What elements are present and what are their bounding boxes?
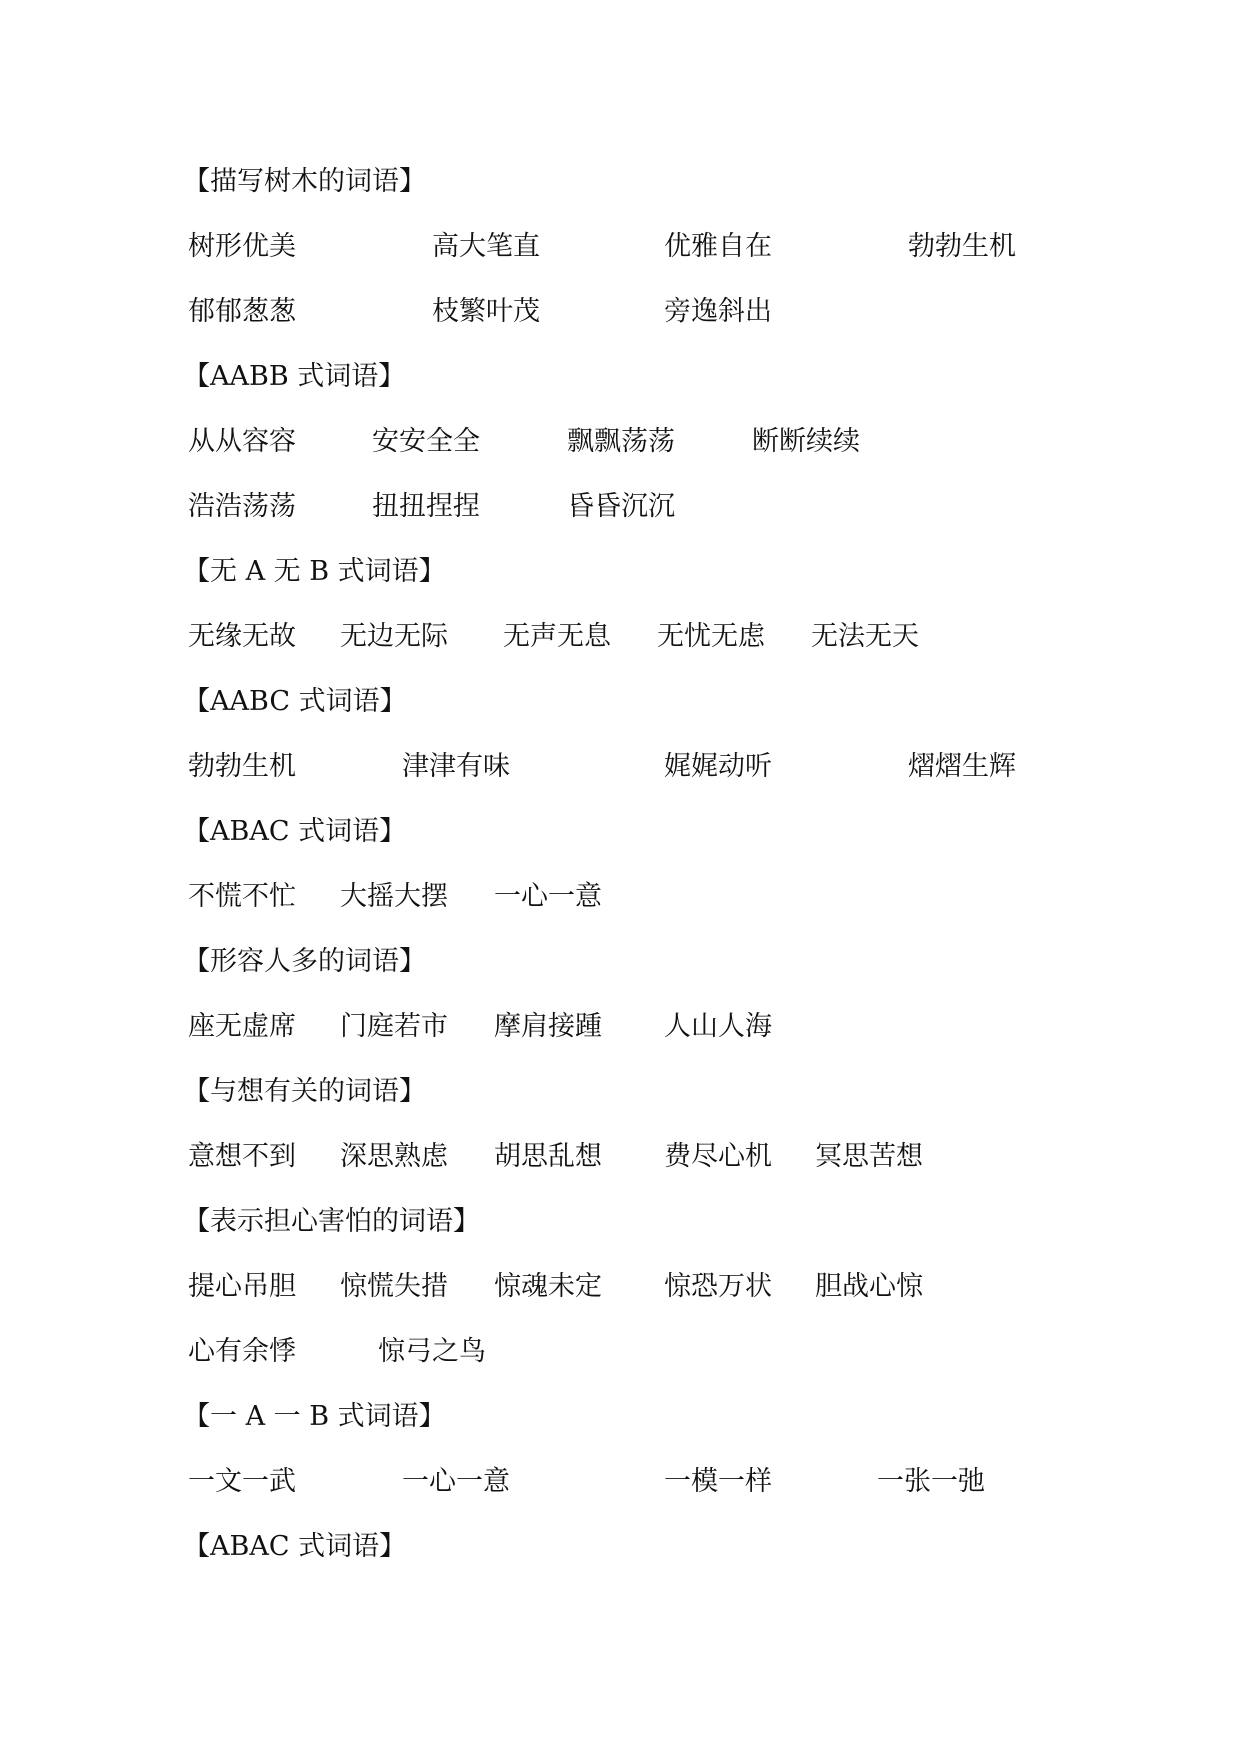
word: 娓娓动听: [664, 751, 772, 782]
word: 座无虚席: [188, 1011, 296, 1042]
word: 惊慌失措: [340, 1271, 448, 1302]
heading-text: 【形容人多的词语】: [183, 946, 426, 977]
word: 高大笔直: [432, 231, 540, 262]
word-row: [0, 745, 1241, 789]
word: 门庭若市: [340, 1011, 448, 1042]
section-heading: [0, 940, 1241, 984]
word: 摩肩接踵: [494, 1011, 602, 1042]
word: 昏昏沉沉: [567, 491, 675, 522]
heading-text: 【与想有关的词语】: [183, 1076, 426, 1107]
word: 大摇大摆: [340, 881, 448, 912]
word: 无声无息: [503, 621, 611, 652]
word-row: [0, 615, 1241, 659]
word: 树形优美: [188, 231, 296, 262]
word: 熠熠生辉: [908, 751, 1016, 782]
word: 优雅自在: [664, 231, 772, 262]
word: 无边无际: [340, 621, 448, 652]
word: 人山人海: [664, 1011, 772, 1042]
word: 意想不到: [188, 1141, 296, 1172]
word: 浩浩荡荡: [188, 491, 296, 522]
word: 扭扭捏捏: [372, 491, 480, 522]
heading-text: 【AABC 式词语】: [183, 686, 407, 717]
word: 不慌不忙: [188, 881, 296, 912]
word-row: [0, 1135, 1241, 1179]
word-row: [0, 290, 1241, 334]
section-heading: [0, 1525, 1241, 1569]
section-heading: [0, 355, 1241, 399]
word: 一心一意: [494, 881, 602, 912]
word: 费尽心机: [664, 1141, 772, 1172]
word: 津津有味: [402, 751, 510, 782]
word: 一心一意: [402, 1466, 510, 1497]
heading-text: 【ABAC 式词语】: [183, 816, 407, 847]
word: 从从容容: [188, 426, 296, 457]
word: 胆战心惊: [815, 1271, 923, 1302]
word: 勃勃生机: [188, 751, 296, 782]
heading-text: 【无 A 无 B 式词语】: [183, 556, 446, 587]
word: 无缘无故: [188, 621, 296, 652]
word-row: [0, 875, 1241, 919]
word: 勃勃生机: [908, 231, 1016, 262]
word: 断断续续: [752, 426, 860, 457]
word: 胡思乱想: [494, 1141, 602, 1172]
word: 枝繁叶茂: [432, 296, 540, 327]
word: 提心吊胆: [188, 1271, 296, 1302]
section-heading: [0, 160, 1241, 204]
word: 飘飘荡荡: [567, 426, 675, 457]
word: 惊弓之鸟: [378, 1336, 486, 1367]
word: 一张一弛: [877, 1466, 985, 1497]
word: 安安全全: [372, 426, 480, 457]
heading-text: 【ABAC 式词语】: [183, 1531, 407, 1562]
heading-text: 【表示担心害怕的词语】: [183, 1206, 480, 1237]
word-row: [0, 1460, 1241, 1504]
word: 郁郁葱葱: [188, 296, 296, 327]
section-heading: [0, 1070, 1241, 1114]
section-heading: [0, 810, 1241, 854]
word: 心有余悸: [188, 1336, 296, 1367]
word: 深思熟虑: [340, 1141, 448, 1172]
word-row: [0, 420, 1241, 464]
word-row: [0, 1330, 1241, 1374]
section-heading: [0, 550, 1241, 594]
section-heading: [0, 1395, 1241, 1439]
word: 无法无天: [811, 621, 919, 652]
section-heading: [0, 680, 1241, 724]
word: 一模一样: [664, 1466, 772, 1497]
word-row: [0, 1265, 1241, 1309]
heading-text: 【AABB 式词语】: [183, 361, 406, 392]
word: 一文一武: [188, 1466, 296, 1497]
section-heading: [0, 1200, 1241, 1244]
word: 旁逸斜出: [664, 296, 772, 327]
word-row: [0, 1005, 1241, 1049]
heading-text: 【一 A 一 B 式词语】: [183, 1401, 446, 1432]
word-row: [0, 485, 1241, 529]
word-row: [0, 225, 1241, 269]
word: 惊恐万状: [664, 1271, 772, 1302]
word: 冥思苦想: [815, 1141, 923, 1172]
word: 惊魂未定: [494, 1271, 602, 1302]
heading-text: 【描写树木的词语】: [183, 166, 426, 197]
word: 无忧无虑: [657, 621, 765, 652]
